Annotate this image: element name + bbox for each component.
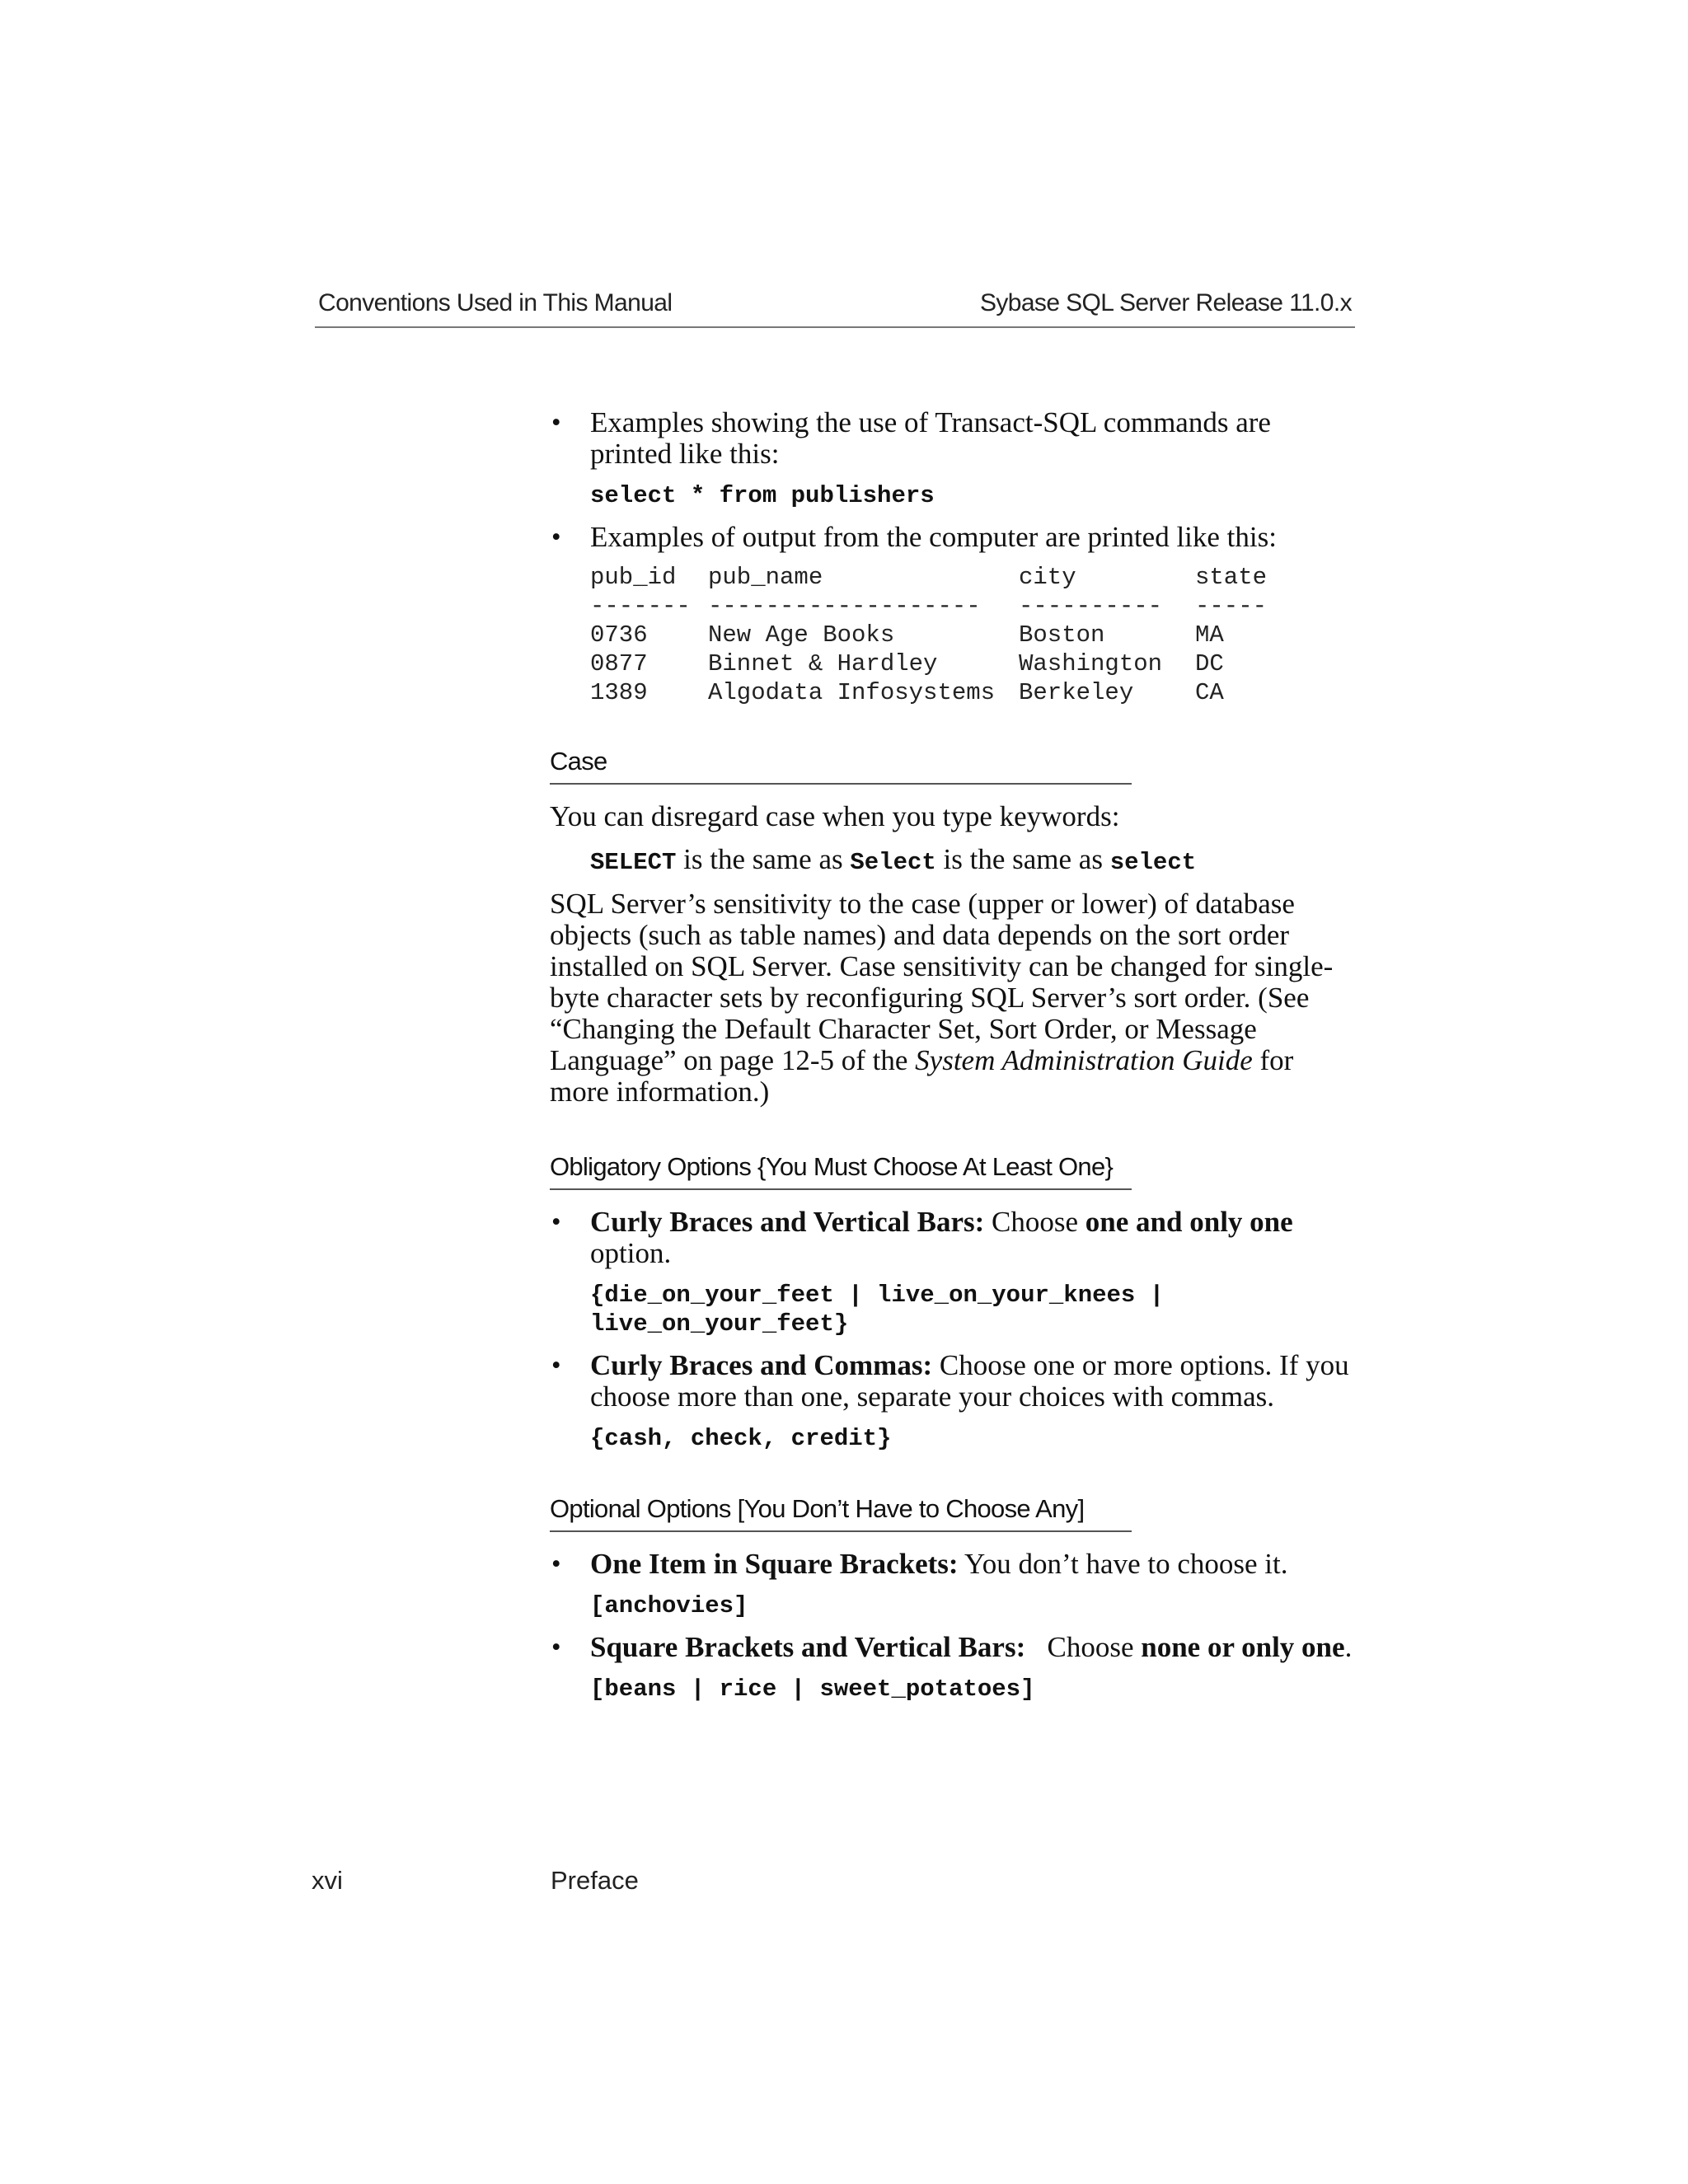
list-item xyxy=(550,1350,1357,1413)
table-cell: New Age Books xyxy=(708,621,895,649)
bullet-text-part: Choose one or more options. If you choose more than one, separate your choices with commas. xyxy=(590,1349,1349,1413)
code-example: {die_on_your_feet | live_on_your_knees | live_on_your_feet} xyxy=(590,1282,1165,1338)
code-example: [anchovies] xyxy=(590,1592,748,1619)
output-table xyxy=(590,563,1357,707)
page-content xyxy=(550,407,1357,1715)
case-body xyxy=(550,888,1357,1108)
emphasis: none or only one xyxy=(1141,1631,1345,1663)
table-row xyxy=(590,621,1357,649)
header-product-release: Sybase SQL Server Release 11.0.x xyxy=(979,289,1352,316)
case-body-text: SQL Server’s sensitivity to the case (upper or lower) of database objects (such as table names) and data depends on the sort order installed on SQL Server. Case sensitivity can be changed for single-byte character sets by reconfiguring SQL Server’s sort order. (See “Changing the Default Character Set, Sort Order, or Message Language” on page 12-5 of the xyxy=(550,888,1334,1076)
bullet-text-part: You don’t have to choose it. xyxy=(958,1548,1288,1580)
table-rule: ---------- xyxy=(1019,593,1163,620)
inline-code: SELECT xyxy=(590,849,677,876)
table-cell: 0877 xyxy=(590,650,648,677)
bullet-text xyxy=(590,1632,1357,1663)
bullet-text-part: . xyxy=(1344,1631,1353,1663)
table-cell: Algodata Infosystems xyxy=(708,679,996,706)
term-label: Square Brackets and Vertical Bars: xyxy=(590,1631,1026,1663)
footer-chapter-title: Preface xyxy=(551,1866,639,1895)
bullet-icon: • xyxy=(551,1633,561,1662)
spacer xyxy=(550,1108,1357,1152)
code-example: [beans | rice | sweet_potatoes] xyxy=(590,1675,1035,1703)
bullet-icon: • xyxy=(551,1207,561,1237)
table-rule: ------- xyxy=(590,593,691,620)
table-header-cell: pub_name xyxy=(708,564,823,591)
page-number: xvi xyxy=(312,1866,343,1895)
table-cell: 0736 xyxy=(590,621,648,649)
bullet-text xyxy=(590,1207,1357,1269)
list-item xyxy=(550,1549,1357,1580)
table-rule: ----- xyxy=(1195,593,1268,620)
case-example-text: is the same as xyxy=(676,843,851,875)
inline-code: Select xyxy=(850,849,936,876)
table-header-cell: state xyxy=(1195,564,1268,591)
table-cell: Washington xyxy=(1019,650,1163,677)
spacer xyxy=(550,707,1357,747)
table-cell: Boston xyxy=(1019,621,1105,649)
case-body-text: for more information.) xyxy=(550,1044,1294,1108)
bullet-text-part: Choose xyxy=(1025,1631,1142,1663)
spacer xyxy=(550,1465,1357,1494)
table-cell: Berkeley xyxy=(1019,679,1134,706)
section-heading-case: Case xyxy=(550,747,1132,785)
book-title: System Administration Guide xyxy=(915,1044,1253,1076)
bullet-text: Examples showing the use of Transact-SQL commands are printed like this: xyxy=(590,406,1271,470)
bullet-text-part: Choose xyxy=(984,1206,1085,1238)
section-heading-optional: Optional Options [You Don’t Have to Choose Any] xyxy=(550,1494,1132,1532)
table-cell: MA xyxy=(1195,621,1224,649)
inline-code: select xyxy=(1109,849,1197,876)
table-cell: DC xyxy=(1195,650,1224,677)
term-label: Curly Braces and Commas: xyxy=(590,1349,933,1381)
list-item xyxy=(550,1632,1357,1663)
list-item xyxy=(550,407,1357,470)
list-item xyxy=(550,522,1357,553)
table-row xyxy=(590,649,1357,678)
term-label: Curly Braces and Vertical Bars: xyxy=(590,1206,985,1238)
code-example: select * from publishers xyxy=(590,482,935,509)
table-cell: Binnet & Hardley xyxy=(708,650,938,677)
running-header xyxy=(315,288,1355,328)
table-row xyxy=(590,678,1357,707)
bullet-icon: • xyxy=(551,1351,561,1380)
bullet-icon: • xyxy=(551,1549,561,1579)
bullet-text xyxy=(590,1549,1357,1580)
bullet-icon: • xyxy=(551,408,561,438)
list-item xyxy=(550,1207,1357,1269)
code-example: {cash, check, credit} xyxy=(590,1425,892,1452)
emphasis: one and only one xyxy=(1085,1206,1293,1238)
table-header-row xyxy=(590,563,1357,592)
table-rule: ------------------- xyxy=(708,593,981,620)
table-cell: 1389 xyxy=(590,679,648,706)
case-example xyxy=(590,844,1357,879)
bullet-icon: • xyxy=(551,523,561,552)
case-example-text: is the same as xyxy=(935,843,1110,875)
table-cell: CA xyxy=(1195,679,1224,706)
header-section-title: Conventions Used in This Manual xyxy=(318,289,673,316)
bullet-text xyxy=(590,1350,1357,1413)
case-lead: You can disregard case when you type keywords: xyxy=(550,800,1120,832)
table-header-cell: pub_id xyxy=(590,564,677,591)
section-heading-obligatory: Obligatory Options {You Must Choose At Least One} xyxy=(550,1152,1132,1190)
bullet-text-part: option. xyxy=(590,1237,672,1269)
table-header-cell: city xyxy=(1019,564,1076,591)
term-label: One Item in Square Brackets: xyxy=(590,1548,959,1580)
table-rule-row xyxy=(590,592,1357,621)
bullet-text: Examples of output from the computer are printed like this: xyxy=(590,521,1277,553)
